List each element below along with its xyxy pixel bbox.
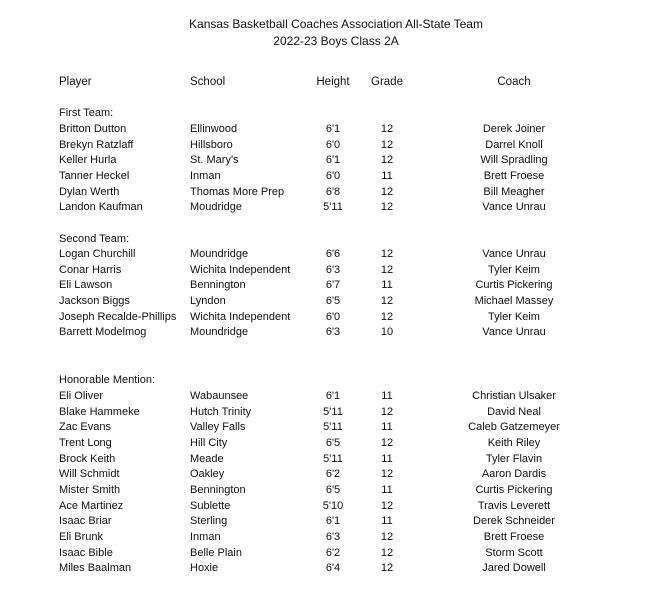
grade-cell: 11 xyxy=(381,169,393,182)
player-cell: Eli Brunk xyxy=(59,530,104,543)
table-row xyxy=(0,325,672,341)
height-cell: 6'4 xyxy=(325,562,341,575)
coach-cell: Curtis Pickering xyxy=(475,279,553,292)
player-cell: Trent Long xyxy=(59,436,112,449)
grade-cell: 12 xyxy=(380,185,394,198)
coach-cell: Brett Froese xyxy=(483,530,545,543)
table-row xyxy=(0,169,672,185)
section-label: Second Team: xyxy=(59,233,130,245)
table-row xyxy=(0,499,672,515)
grade-cell: 11 xyxy=(381,483,393,496)
table-row xyxy=(0,483,672,499)
table-row xyxy=(0,200,672,216)
grade-cell: 12 xyxy=(380,310,394,323)
height-cell: 6'7 xyxy=(325,279,341,292)
table-row xyxy=(0,247,672,263)
table-row xyxy=(0,278,672,294)
school-cell: Moundridge xyxy=(190,248,249,260)
school-cell: Moudridge xyxy=(190,201,242,214)
height-cell: 6'6 xyxy=(325,248,341,260)
height-cell: 6'3 xyxy=(325,326,341,339)
table-row xyxy=(0,310,672,326)
grade-cell: 12 xyxy=(380,123,394,135)
column-header-player: Player xyxy=(59,76,92,88)
coach-cell: Tyler Keim xyxy=(488,310,540,323)
height-cell: 6'1 xyxy=(325,154,341,167)
height-cell: 5'10 xyxy=(322,499,344,512)
school-cell: Wichita Independent xyxy=(190,310,291,323)
player-cell: Barrett Modelmog xyxy=(59,326,147,339)
height-cell: 6'0 xyxy=(325,169,341,182)
table-row xyxy=(0,561,672,577)
player-cell: Ace Martinez xyxy=(59,499,124,512)
school-cell: Bennington xyxy=(190,483,246,496)
school-cell: Oakley xyxy=(190,468,225,481)
player-cell: Conar Harris xyxy=(59,263,122,276)
table-row xyxy=(0,420,672,436)
height-cell: 6'1 xyxy=(325,390,341,402)
coach-cell: Bill Meagher xyxy=(483,185,545,198)
grade-cell: 11 xyxy=(381,279,393,292)
coach-cell: Derek Schneider xyxy=(473,515,555,528)
height-cell: 5'11 xyxy=(323,201,343,214)
document-subtitle: 2022-23 Boys Class 2A xyxy=(273,34,399,48)
school-cell: Moundridge xyxy=(190,326,249,339)
height-cell: 6'2 xyxy=(325,546,341,559)
table-row xyxy=(0,153,672,169)
grade-cell: 11 xyxy=(381,421,393,434)
coach-cell: Darrel Knoll xyxy=(485,138,543,151)
player-cell: Eli Oliver xyxy=(59,390,104,402)
coach-cell: Jared Dowell xyxy=(482,562,546,575)
height-cell: 5'11 xyxy=(323,421,343,434)
table-row xyxy=(0,452,672,468)
school-cell: Hillsboro xyxy=(190,138,233,151)
player-cell: Mister Smith xyxy=(59,483,121,496)
grade-cell: 11 xyxy=(381,515,393,528)
coach-cell: Curtis Pickering xyxy=(475,483,553,496)
coach-cell: Tyler Keim xyxy=(488,263,540,276)
column-header-grade: Grade xyxy=(371,76,403,88)
coach-cell: Derek Joiner xyxy=(482,123,546,135)
coach-cell: Keith Riley xyxy=(487,436,541,449)
school-cell: Sterling xyxy=(190,515,228,528)
height-cell: 6'1 xyxy=(325,515,341,528)
height-cell: 6'5 xyxy=(325,436,341,449)
coach-cell: Will Spradling xyxy=(480,154,548,167)
school-cell: Valley Falls xyxy=(190,421,246,434)
coach-cell: Brett Froese xyxy=(483,169,545,182)
column-header-coach: Coach xyxy=(497,76,531,88)
player-cell: Eli Lawson xyxy=(59,279,113,292)
grade-cell: 10 xyxy=(380,326,394,339)
grade-cell: 12 xyxy=(380,263,394,276)
column-header-school: School xyxy=(190,76,226,88)
grade-cell: 12 xyxy=(380,530,394,543)
height-cell: 6'1 xyxy=(325,123,341,135)
player-cell: Britton Dutton xyxy=(59,123,127,135)
school-cell: Hill City xyxy=(190,436,228,449)
school-cell: Hoxie xyxy=(190,562,219,575)
player-cell: Blake Hammeke xyxy=(59,405,140,418)
section-label: Honorable Mention: xyxy=(59,374,156,386)
height-cell: 6'3 xyxy=(325,263,341,276)
coach-cell: Travis Leverett xyxy=(477,499,551,512)
coach-cell: Caleb Gatzemeyer xyxy=(468,421,560,434)
school-cell: Bennington xyxy=(190,279,246,292)
table-row xyxy=(0,263,672,279)
grade-cell: 12 xyxy=(380,201,394,214)
table-row xyxy=(0,185,672,201)
column-header-height: Height xyxy=(316,76,350,88)
school-cell: Lyndon xyxy=(190,294,226,307)
school-cell: Meade xyxy=(190,452,224,465)
player-cell: Miles Baalman xyxy=(59,562,132,575)
coach-cell: Storm Scott xyxy=(485,546,543,559)
table-row xyxy=(0,389,672,405)
player-cell: Brekyn Ratzlaff xyxy=(59,138,134,151)
player-cell: Will Schmidt xyxy=(59,468,120,481)
height-cell: 5'11 xyxy=(323,405,343,418)
height-cell: 6'2 xyxy=(325,468,341,481)
table-row xyxy=(0,138,672,154)
height-cell: 6'3 xyxy=(325,530,341,543)
table-row xyxy=(0,514,672,530)
table-row xyxy=(0,405,672,421)
player-cell: Keller Hurla xyxy=(59,154,117,167)
player-cell: Tanner Heckel xyxy=(59,169,130,182)
document-title: Kansas Basketball Coaches Association All-State Team xyxy=(189,17,483,31)
grade-cell: 12 xyxy=(380,468,394,481)
school-cell: Wabaunsee xyxy=(190,390,249,402)
grade-cell: 12 xyxy=(380,154,394,167)
table-row xyxy=(0,436,672,452)
grade-cell: 12 xyxy=(380,499,394,512)
player-cell: Jackson Biggs xyxy=(59,294,130,307)
school-cell: Inman xyxy=(190,530,221,543)
height-cell: 6'0 xyxy=(325,310,341,323)
table-row xyxy=(0,294,672,310)
player-cell: Zac Evans xyxy=(59,421,111,434)
player-cell: Brock Keith xyxy=(59,452,116,465)
height-cell: 5'11 xyxy=(323,452,343,465)
grade-cell: 12 xyxy=(380,248,394,260)
player-cell: Landon Kaufman xyxy=(59,201,143,214)
grade-cell: 12 xyxy=(380,436,394,449)
table-row xyxy=(0,467,672,483)
coach-cell: Vance Unrau xyxy=(482,201,546,214)
coach-cell: Vance Unrau xyxy=(482,326,546,339)
player-cell: Dylan Werth xyxy=(59,185,120,198)
height-cell: 6'5 xyxy=(325,483,341,496)
coach-cell: David Neal xyxy=(487,405,541,418)
school-cell: St. Mary's xyxy=(190,154,239,167)
school-cell: Belle Plain xyxy=(190,546,242,559)
table-row xyxy=(0,546,672,562)
height-cell: 6'0 xyxy=(325,138,341,151)
table-row xyxy=(0,122,672,138)
coach-cell: Vance Unrau xyxy=(482,248,546,260)
height-cell: 6'8 xyxy=(325,185,341,198)
school-cell: Hutch Trinity xyxy=(190,405,252,418)
coach-cell: Aaron Dardis xyxy=(481,468,547,481)
grade-cell: 12 xyxy=(380,294,394,307)
grade-cell: 12 xyxy=(380,405,394,418)
grade-cell: 11 xyxy=(381,390,393,402)
player-cell: Joseph Recalde-Phillips xyxy=(59,310,177,323)
grade-cell: 12 xyxy=(380,138,394,151)
column-header-row xyxy=(0,75,672,91)
school-cell: Wichita Independent xyxy=(190,263,291,276)
grade-cell: 11 xyxy=(381,452,393,465)
table-row xyxy=(0,530,672,546)
player-cell: Isaac Briar xyxy=(59,515,112,528)
school-cell: Thomas More Prep xyxy=(190,185,285,198)
school-cell: Sublette xyxy=(190,499,231,512)
coach-cell: Michael Massey xyxy=(474,294,554,307)
height-cell: 6'5 xyxy=(325,294,341,307)
school-cell: Ellinwood xyxy=(190,123,238,135)
player-cell: Logan Churchill xyxy=(59,248,136,260)
grade-cell: 12 xyxy=(380,562,394,575)
coach-cell: Christian Ulsaker xyxy=(472,390,556,402)
coach-cell: Tyler Flavin xyxy=(485,452,543,465)
school-cell: Inman xyxy=(190,169,221,182)
player-cell: Isaac Bible xyxy=(59,546,113,559)
grade-cell: 12 xyxy=(380,546,394,559)
section-label: First Team: xyxy=(59,107,114,119)
